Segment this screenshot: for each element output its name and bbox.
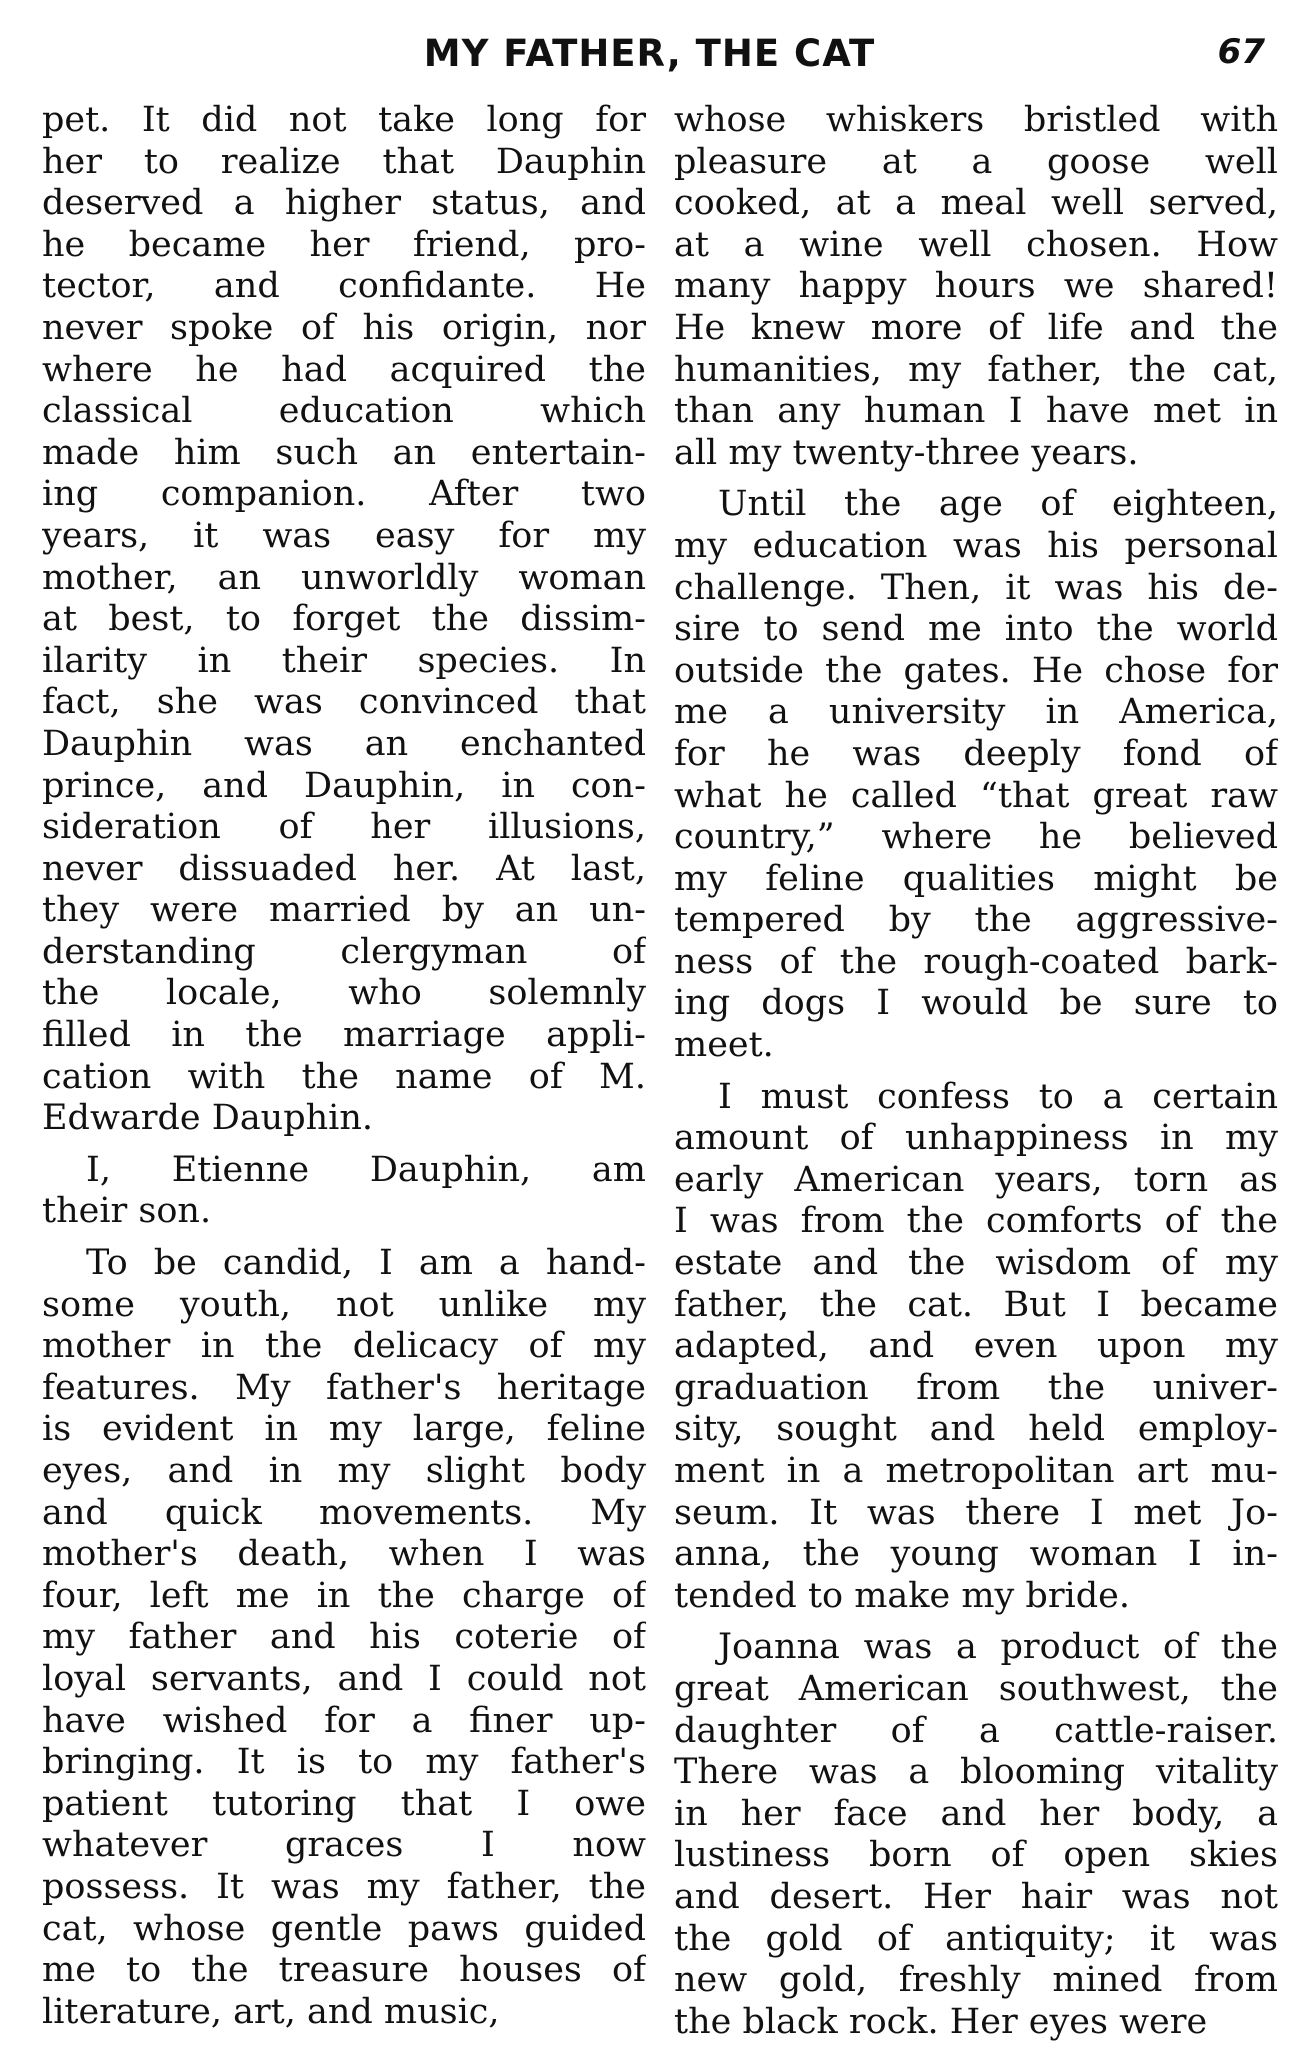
text-line: is evident in my large, feline [42,1409,646,1450]
text-line: features. My father's heritage [42,1367,646,1408]
text-line: ment in a metropolitan art mu- [674,1451,1278,1491]
text-column-left [42,100,646,2050]
text-line: four, left me in the charge of [42,1575,646,1616]
text-line: fact, she was convinced that [42,682,646,723]
text-line: meet. [674,1025,774,1066]
text-line: I was from the comforts of the [674,1201,1278,1242]
text-line: patient tutoring that I owe [42,1783,646,1824]
text-line: the gold of antiquity; it was [674,1918,1278,1959]
text-line: ing dogs I would be sure to [674,983,1278,1024]
text-line: mother's death, when I was [42,1534,646,1575]
text-line: some youth, not unlike my [42,1284,646,1325]
text-line: I must confess to a certain [718,1076,1278,1117]
text-line: I, Etienne Dauphin, am [86,1149,646,1190]
page-number: 67 [1217,32,1265,72]
text-line: loyal servants, and I could not [42,1658,646,1699]
paragraph [674,1627,1278,2043]
page-header [0,28,1299,78]
text-line: sire to send me into the world [674,609,1278,650]
text-line: he became her friend, pro- [42,224,646,265]
text-line: filled in the marriage appli- [42,1015,646,1056]
text-line: classical education which [42,391,646,432]
text-line: than any human I have met in [674,391,1278,432]
text-line: anna, the young woman I in- [674,1534,1278,1575]
text-line: Joanna was a product of the [718,1627,1278,1668]
text-line: He knew more of life and the [674,307,1278,348]
text-line: bringing. It is to my father's [42,1742,646,1783]
text-line: the locale, who solemnly [42,973,646,1014]
text-line: eyes, and in my slight body [42,1451,646,1491]
text-line: at a wine well chosen. How [674,224,1278,265]
paragraph [674,1077,1278,1618]
text-line: tector, and confidante. He [42,266,646,307]
text-line: deserved a higher status, and [42,183,646,224]
text-line: where he had acquired the [42,349,646,390]
text-line: To be candid, I am a hand- [86,1243,646,1284]
text-line: my father and his coterie of [42,1617,646,1658]
text-line: challenge. Then, it was his de- [674,567,1278,608]
text-line: new gold, freshly mined from [674,1960,1278,2001]
text-line: all my twenty-three years. [674,432,1139,473]
text-line: daughter of a cattle-raiser. [674,1710,1278,1751]
text-line: There was a blooming vitality [674,1752,1278,1793]
text-line: possess. It was my father, the [42,1866,646,1907]
text-line: cooked, at a meal well served, [674,183,1278,224]
text-line: cation with the name of M. [42,1056,646,1097]
text-line: the black rock. Her eyes were [674,2001,1208,2042]
text-line: what he called “that great raw [674,775,1278,816]
text-line: literature, art, and music, [42,1991,500,2032]
running-title: MY FATHER, THE CAT [423,32,876,75]
text-line: her to realize that Dauphin [42,141,646,182]
text-line: Dauphin was an enchanted [42,723,646,764]
text-line: mother in the delicacy of my [42,1326,646,1367]
text-line: great American southwest, the [674,1668,1278,1709]
text-column-right [674,100,1278,2050]
text-line: pet. It did not take long for [42,100,646,140]
text-line: outside the gates. He chose for [674,650,1278,691]
text-line: my education was his personal [674,525,1278,566]
text-line: seum. It was there I met Jo- [674,1492,1278,1533]
text-line: Edwarde Dauphin. [42,1098,374,1139]
paragraph [674,100,1278,474]
paragraph [42,100,646,1140]
text-line: cat, whose gentle paws guided [42,1908,646,1949]
text-line: their son. [42,1191,212,1232]
text-line: have wished for a finer up- [42,1700,646,1741]
text-line: and desert. Her hair was not [674,1876,1278,1917]
text-line: sideration of her illusions, [42,807,646,848]
text-line: father, the cat. But I became [674,1284,1278,1325]
text-line: humanities, my father, the cat, [674,349,1278,390]
text-line: me to the treasure houses of [42,1950,646,1991]
text-line: ilarity in their species. In [42,640,646,681]
text-line: ing companion. After two [42,474,646,515]
text-line: country,” where he believed [674,817,1278,858]
text-line: at best, to forget the dissim- [42,599,646,640]
text-line: for he was deeply fond of [674,733,1278,774]
paragraph [674,484,1278,1066]
text-line: estate and the wisdom of my [674,1243,1278,1284]
text-line: Until the age of eighteen, [718,484,1278,525]
text-line: mother, an unworldly woman [42,557,646,598]
text-line: amount of unhappiness in my [674,1118,1278,1159]
text-line: never dissuaded her. At last, [42,848,646,889]
text-line: they were married by an un- [42,890,646,931]
text-line: many happy hours we shared! [674,266,1278,307]
text-line: ness of the rough-coated bark- [674,941,1278,982]
text-line: early American years, torn as [674,1159,1278,1200]
text-line: derstanding clergyman of [42,931,646,972]
text-line: whatever graces I now [42,1825,646,1866]
text-line: prince, and Dauphin, in con- [42,765,646,806]
text-line: adapted, and even upon my [674,1326,1278,1367]
text-line: whose whiskers bristled with [674,100,1278,140]
text-line: years, it was easy for my [42,515,646,556]
paragraph [42,1150,646,1233]
text-line: in her face and her body, a [674,1793,1278,1834]
text-line: pleasure at a goose well [674,141,1278,182]
text-line: and quick movements. My [42,1492,646,1533]
paragraph [42,1243,646,2033]
text-line: tempered by the aggressive- [674,900,1278,941]
text-line: made him such an entertain- [42,432,646,473]
text-line: graduation from the univer- [674,1367,1278,1408]
text-line: lustiness born of open skies [674,1835,1278,1876]
text-line: sity, sought and held employ- [674,1409,1278,1450]
text-line: my feline qualities might be [674,858,1278,899]
text-line: tended to make my bride. [674,1575,1130,1616]
text-line: never spoke of his origin, nor [42,307,646,348]
text-line: me a university in America, [674,692,1278,733]
